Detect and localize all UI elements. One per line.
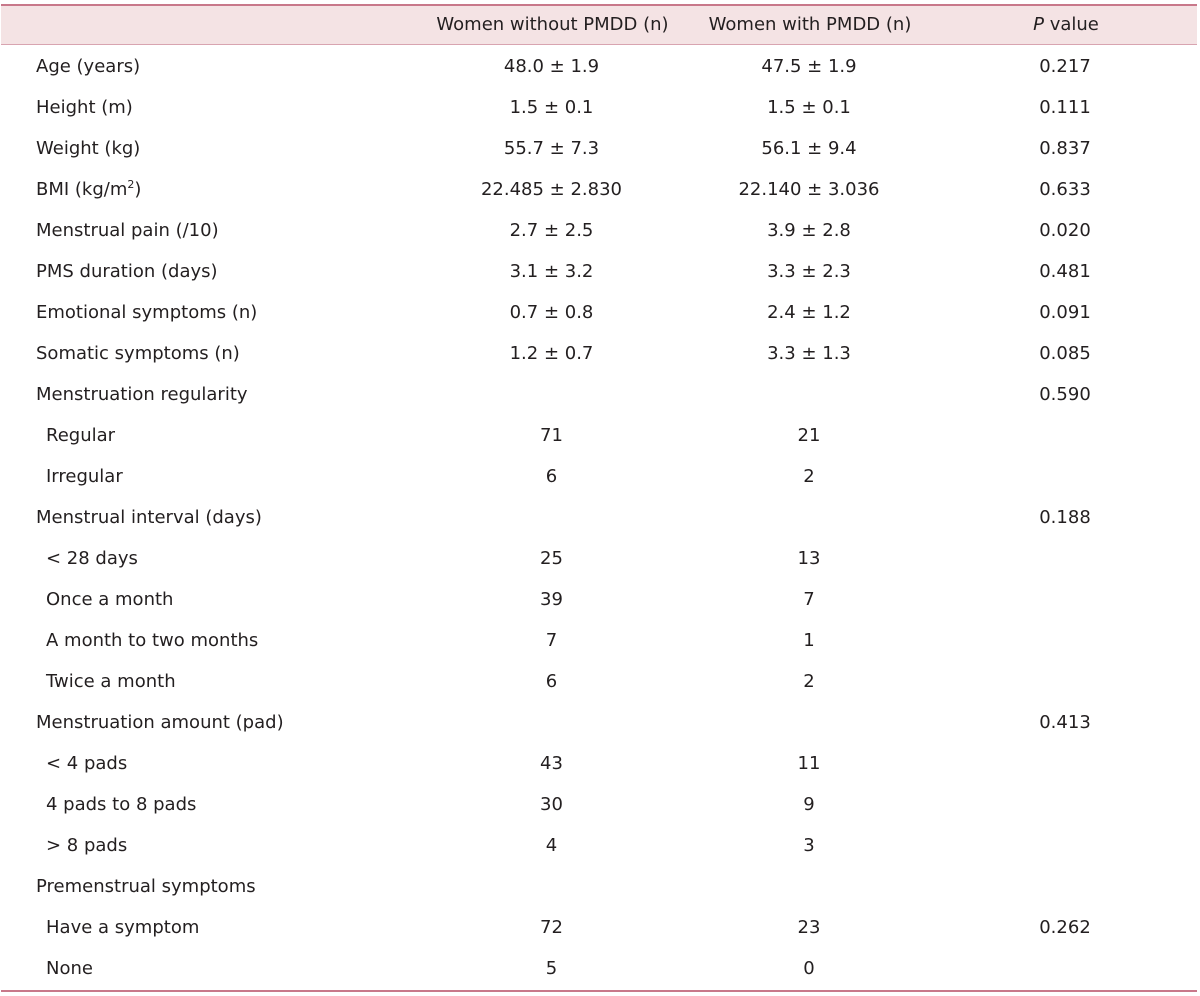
row-label: Height (m) xyxy=(36,97,133,118)
row-p-value: 0.188 xyxy=(1039,507,1091,528)
bottom-rule xyxy=(1,990,1197,992)
row-with-value: 13 xyxy=(797,548,821,569)
row-without-value: 2.7 ± 2.5 xyxy=(509,220,594,241)
row-without-value: 30 xyxy=(540,794,563,815)
row-with-value: 9 xyxy=(803,794,815,815)
row-without-value: 22.485 ± 2.830 xyxy=(480,179,623,200)
row-with-value: 3.3 ± 1.3 xyxy=(767,343,851,364)
row-label: Menstrual interval (days) xyxy=(36,507,262,528)
row-with-value: 3 xyxy=(803,835,815,856)
row-p-value: 0.091 xyxy=(1039,302,1091,323)
row-without-value: 48.0 ± 1.9 xyxy=(503,56,600,77)
row-p-value: 0.633 xyxy=(1039,179,1091,200)
row-p-value: 0.085 xyxy=(1039,343,1091,364)
row-label: A month to two months xyxy=(46,630,259,651)
row-label: < 4 pads xyxy=(46,753,128,774)
row-label xyxy=(36,179,141,201)
row-with-value: 47.5 ± 1.9 xyxy=(761,56,857,77)
row-label: Once a month xyxy=(46,589,174,610)
row-without-value: 3.1 ± 3.2 xyxy=(509,261,594,282)
row-label: 4 pads to 8 pads xyxy=(46,794,197,815)
row-with-value: 1.5 ± 0.1 xyxy=(767,97,851,118)
row-label: Menstruation amount (pad) xyxy=(36,712,284,733)
header-p-italic: P xyxy=(1033,14,1044,35)
header-p-rest: value xyxy=(1043,14,1099,35)
row-without-value: 1.2 ± 0.7 xyxy=(509,343,594,364)
row-without-value: 4 xyxy=(545,835,558,856)
row-without-value: 43 xyxy=(540,753,563,774)
row-label: Premenstrual symptoms xyxy=(36,876,256,897)
row-without-value: 71 xyxy=(540,425,563,446)
row-with-value: 3.9 ± 2.8 xyxy=(767,220,851,241)
row-p-value: 0.837 xyxy=(1039,138,1091,159)
row-with-value: 56.1 ± 9.4 xyxy=(761,138,857,159)
row-with-value: 21 xyxy=(797,425,821,446)
row-p-value: 0.217 xyxy=(1039,56,1091,77)
row-label: Twice a month xyxy=(46,671,176,692)
row-label: < 28 days xyxy=(46,548,138,569)
row-without-value: 55.7 ± 7.3 xyxy=(503,138,600,159)
row-with-value: 3.3 ± 2.3 xyxy=(767,261,851,282)
row-p-value: 0.413 xyxy=(1039,712,1091,733)
row-with-value: 2 xyxy=(803,466,815,487)
row-with-value: 2.4 ± 1.2 xyxy=(767,302,851,323)
row-without-value: 39 xyxy=(540,589,563,610)
row-with-value: 23 xyxy=(797,917,821,938)
row-with-value: 2 xyxy=(803,671,815,692)
row-label: Menstruation regularity xyxy=(36,384,248,405)
row-label: None xyxy=(46,958,93,979)
row-label: Somatic symptoms (n) xyxy=(36,343,240,364)
row-label: Irregular xyxy=(46,466,123,487)
row-p-value: 0.111 xyxy=(1039,97,1091,118)
row-without-value: 0.7 ± 0.8 xyxy=(509,302,594,323)
row-p-value: 0.020 xyxy=(1039,220,1091,241)
header-p-value xyxy=(1001,14,1131,36)
header-with-pmdd: Women with PMDD (n) xyxy=(708,14,912,35)
row-with-value: 1 xyxy=(803,630,815,651)
row-label: Age (years) xyxy=(36,56,141,77)
bmi-label-text: BMI (kg/m xyxy=(36,179,128,200)
bmi-label-superscript: 2 xyxy=(127,178,135,191)
row-p-value: 0.590 xyxy=(1039,384,1091,405)
row-label: PMS duration (days) xyxy=(36,261,218,282)
row-label: Regular xyxy=(46,425,116,446)
row-with-value: 0 xyxy=(803,958,815,979)
row-without-value: 25 xyxy=(540,548,563,569)
table-header xyxy=(1,6,1197,45)
header-without-pmdd: Women without PMDD (n) xyxy=(436,14,669,35)
row-label: > 8 pads xyxy=(46,835,128,856)
bmi-label-end: ) xyxy=(134,179,142,200)
row-without-value: 7 xyxy=(545,630,558,651)
row-p-value: 0.262 xyxy=(1039,917,1091,938)
row-with-value: 11 xyxy=(797,753,821,774)
row-label: Have a symptom xyxy=(46,917,200,938)
row-with-value: 22.140 ± 3.036 xyxy=(738,179,880,200)
row-without-value: 6 xyxy=(545,671,558,692)
row-with-value: 7 xyxy=(803,589,815,610)
row-label: Weight (kg) xyxy=(36,138,141,159)
row-p-value: 0.481 xyxy=(1039,261,1091,282)
row-without-value: 5 xyxy=(545,958,558,979)
row-without-value: 6 xyxy=(545,466,558,487)
row-without-value: 72 xyxy=(540,917,563,938)
row-label: Menstrual pain (/10) xyxy=(36,220,219,241)
row-label: Emotional symptoms (n) xyxy=(36,302,258,323)
row-without-value: 1.5 ± 0.1 xyxy=(509,97,594,118)
